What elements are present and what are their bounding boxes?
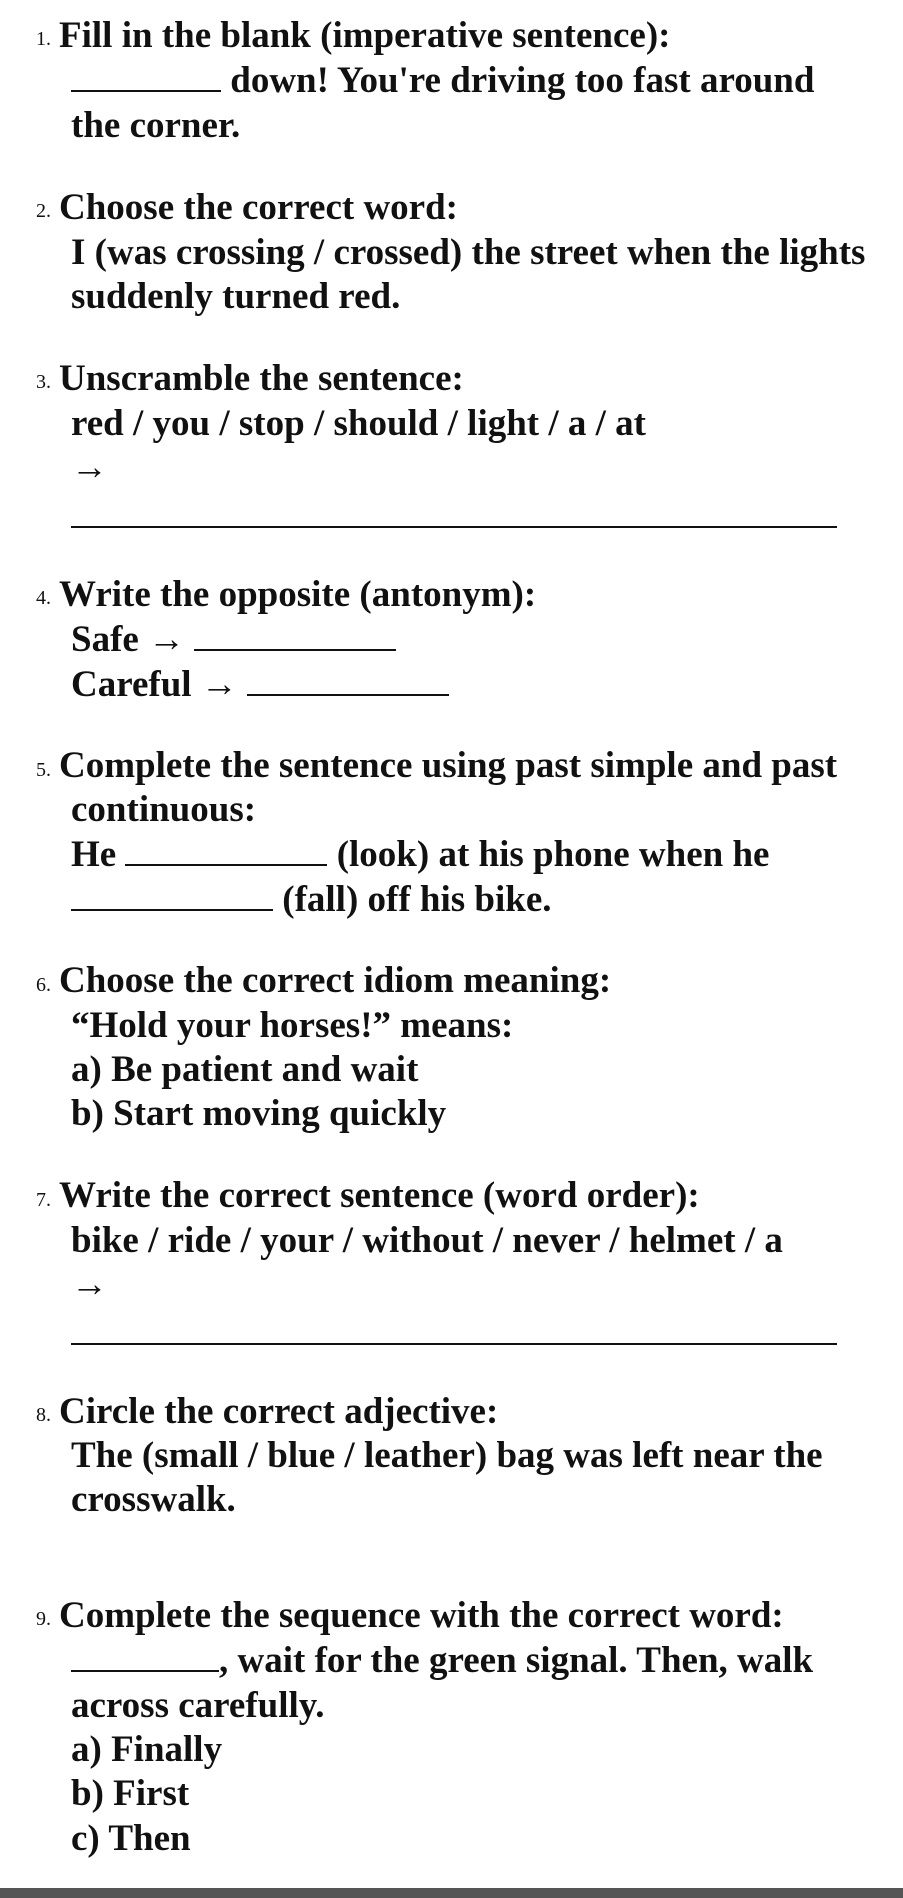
question-text-line: (fall) off his bike. — [71, 877, 552, 922]
question-title-continued: continuous: — [71, 789, 257, 830]
question-title: Write the opposite (antonym): — [59, 574, 537, 615]
arrow: → — [71, 1264, 108, 1305]
question-number: 5. — [36, 759, 51, 781]
question-text-line: I (was crossing / crossed) the street when the lights — [71, 232, 866, 273]
question-title: Choose the correct word: — [59, 187, 458, 228]
question-number: 1. — [36, 28, 51, 50]
answer-blank[interactable] — [125, 834, 327, 866]
question-text-line: red / you / stop / should / light / a / at — [71, 403, 646, 444]
bottom-edge-bar — [0, 1888, 903, 1898]
answer-blank[interactable] — [71, 1640, 219, 1672]
answer-option-b[interactable]: b) First — [71, 1773, 190, 1814]
question-number: 3. — [36, 371, 51, 393]
question-number: 2. — [36, 200, 51, 222]
answer-option-a[interactable]: a) Be patient and wait — [71, 1049, 419, 1090]
question-text-line: He (look) at his phone when he — [71, 834, 770, 875]
question-title: Choose the correct idiom meaning: — [59, 960, 612, 1001]
question-text-line: , wait for the green signal. Then, walk — [71, 1638, 813, 1683]
antonym-item: Careful → — [71, 662, 449, 707]
answer-blank[interactable] — [71, 60, 221, 92]
answer-option-a[interactable]: a) Finally — [71, 1729, 223, 1770]
arrow: → — [71, 447, 108, 488]
question-title: Unscramble the sentence: — [59, 358, 464, 399]
question-text-line: suddenly turned red. — [71, 276, 401, 317]
question-number: 7. — [36, 1189, 51, 1211]
answer-blank[interactable] — [247, 664, 449, 696]
question-title: Circle the correct adjective: — [59, 1391, 499, 1432]
answer-line[interactable] — [71, 1343, 837, 1345]
question-text-line: down! You're driving too fast around — [71, 58, 814, 103]
question-number: 9. — [36, 1608, 51, 1630]
answer-blank[interactable] — [71, 879, 273, 911]
antonym-item: Safe → — [71, 617, 396, 662]
question-number: 8. — [36, 1404, 51, 1426]
answer-line[interactable] — [71, 526, 837, 528]
question-title: Write the correct sentence (word order): — [59, 1175, 700, 1216]
question-text-line: across carefully. — [71, 1685, 325, 1726]
answer-option-c[interactable]: c) Then — [71, 1818, 191, 1859]
question-number: 6. — [36, 974, 51, 996]
question-number: 4. — [36, 587, 51, 609]
answer-blank[interactable] — [194, 619, 396, 651]
question-text-line: “Hold your horses!” means: — [71, 1005, 514, 1046]
question-title: Complete the sequence with the correct word: — [59, 1595, 784, 1636]
question-title: Complete the sentence using past simple and past — [59, 745, 838, 786]
question-text-line: crosswalk. — [71, 1479, 236, 1520]
question-title: Fill in the blank (imperative sentence): — [59, 15, 671, 56]
answer-option-b[interactable]: b) Start moving quickly — [71, 1093, 447, 1134]
question-text-line: The (small / blue / leather) bag was left near the — [71, 1435, 823, 1476]
question-text-line: the corner. — [71, 105, 241, 146]
question-text-line: bike / ride / your / without / never / helmet / a — [71, 1220, 783, 1261]
